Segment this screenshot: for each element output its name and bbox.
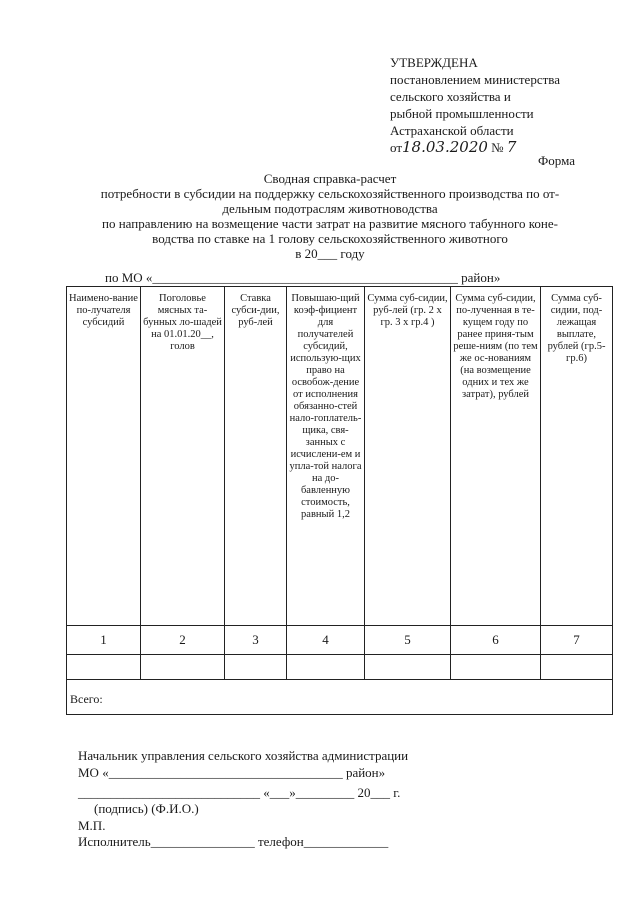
title-line: Сводная справка-расчет xyxy=(263,171,397,186)
subsidy-table xyxy=(66,286,613,715)
title-line: дельным подотраслям животноводства xyxy=(222,201,438,216)
approval-line: Астраханской области xyxy=(390,123,514,138)
signature-date-line: ____________________________ «___»_________ 20___ г. xyxy=(78,785,401,800)
column-header: Сумма суб-сидии, по-лученная в те-кущем году по ранее приня-тым реше-ниям (по тем же ос-нованиям (на возмещение одних и тех же затрат), рублей xyxy=(451,287,541,626)
title-line: потребности в субсидии на поддержку сельскохозяйственного производства по от- xyxy=(100,186,560,201)
table-cell xyxy=(225,655,287,680)
column-number: 3 xyxy=(225,626,287,655)
table-cell xyxy=(67,655,141,680)
column-header: Поголовье мясных та-бунных ло-шадей на 01.01.20__, голов xyxy=(141,287,225,626)
table-cell xyxy=(541,655,613,680)
total-label: Всего: xyxy=(67,680,613,715)
form-label: Форма xyxy=(538,153,575,168)
table-row xyxy=(67,655,613,680)
column-header: Ставка субси-дии, руб-лей xyxy=(225,287,287,626)
column-number: 7 xyxy=(541,626,613,655)
head-signature-title: Начальник управления сельского хозяйства администрации xyxy=(78,748,409,763)
title-year-line: в 20___ году xyxy=(295,246,365,261)
title-line: по направлению на возмещение части затрат на развитие мясного табунного коне- xyxy=(102,216,558,231)
date-prefix: от xyxy=(390,140,403,155)
handwritten-date: 18.03.2020 xyxy=(402,138,488,156)
table-cell xyxy=(287,655,365,680)
total-row xyxy=(67,680,613,715)
number-label: № xyxy=(491,140,504,155)
column-number: 2 xyxy=(141,626,225,655)
column-number-row xyxy=(67,626,613,655)
approval-title: УТВЕРЖДЕНА xyxy=(390,55,478,70)
mo-line: по МО «_______________________________________________ район» xyxy=(105,270,501,285)
column-number: 1 xyxy=(67,626,141,655)
column-number: 5 xyxy=(365,626,451,655)
approval-line: рыбной промышленности xyxy=(390,106,534,121)
table-cell xyxy=(141,655,225,680)
approval-line: сельского хозяйства и xyxy=(390,89,511,104)
document-title xyxy=(60,171,600,261)
approval-stamp xyxy=(390,54,560,156)
table-cell xyxy=(451,655,541,680)
signature-labels: (подпись) (Ф.И.О.) xyxy=(94,801,199,816)
column-header: Повышаю-щий коэф-фициент для получателей субсидий, использую-щих право на освобож-дение от исполнения обязанно-стей нало-гоплатель-щика, свя-занных с исчислени-ем и упла-той налога на до-бавленную стоимость, равный 1,2 xyxy=(287,287,365,626)
approval-date-line xyxy=(390,139,560,156)
column-number: 4 xyxy=(287,626,365,655)
table-cell xyxy=(365,655,451,680)
column-header: Наимено-вание по-лучателя субсидий xyxy=(67,287,141,626)
executor-line: Исполнитель________________ телефон_____________ xyxy=(78,834,389,849)
table-header-row xyxy=(67,287,613,626)
approval-line: постановлением министерства xyxy=(390,72,561,87)
column-number: 6 xyxy=(451,626,541,655)
footer-mo-line: МО «____________________________________ район» xyxy=(78,765,386,780)
column-header: Сумма суб-сидии, руб-лей (гр. 2 х гр. 3 х гр.4 ) xyxy=(365,287,451,626)
title-line: водства по ставке на 1 голову сельскохозяйственного животного xyxy=(152,231,508,246)
handwritten-number: 7 xyxy=(506,138,517,156)
stamp-place: М.П. xyxy=(78,818,106,833)
column-header: Сумма суб-сидии, под-лежащая выплате, рублей (гр.5-гр.6) xyxy=(541,287,613,626)
